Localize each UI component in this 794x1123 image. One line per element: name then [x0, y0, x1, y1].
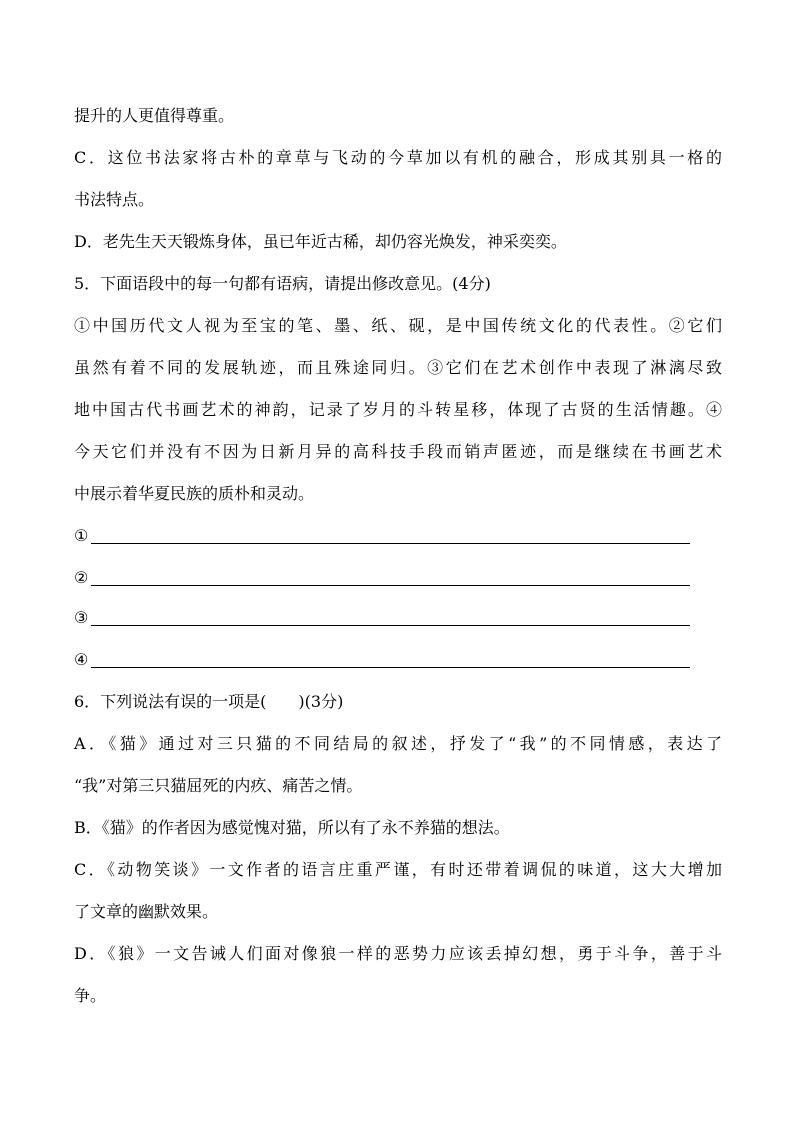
option-c-line1: C．这位书法家将古朴的章草与飞动的今草加以有机的融合，形成其别具一格的 [74, 148, 722, 167]
q6-option-d-line1: D．《狼》一文告诫人们面对像狼一样的恶势力应该丢掉幻想，勇于斗争，善于斗 [74, 944, 722, 963]
passage-line-4: 今天它们并没有不因为日新月异的高科技手段而销声匿迹，而是继续在书画艺术 [74, 442, 722, 461]
blank-number: ④ [74, 650, 89, 669]
answer-blank-1[interactable] [74, 526, 690, 546]
blank-number: ① [74, 526, 89, 545]
blank-underline [91, 625, 690, 626]
blank-number: ② [74, 568, 89, 587]
blank-underline [91, 585, 690, 586]
q6-option-b: B．《猫》的作者因为感觉愧对猫，所以有了永不养猫的想法。 [74, 818, 510, 837]
passage-line-2: 虽然有着不同的发展轨迹，而且殊途同归。③它们在艺术创作中表现了淋漓尽致 [74, 358, 722, 377]
q6-option-d-line2: 争。 [74, 986, 107, 1005]
blank-underline [91, 667, 690, 668]
blank-underline [91, 543, 690, 544]
blank-number: ③ [74, 608, 89, 627]
option-c-line2: 书法特点。 [74, 190, 155, 209]
q6-option-a-line1: A．《猫》通过对三只猫的不同结局的叙述，抒发了“我”的不同情感，表达了 [74, 734, 722, 753]
answer-blank-3[interactable] [74, 608, 690, 628]
question-5-title: 5．下面语段中的每一句都有语病，请提出修改意见。(4分) [74, 274, 491, 293]
option-b-continuation: 提升的人更值得尊重。 [74, 106, 235, 125]
option-d: D．老先生天天锻炼身体，虽已年近古稀，却仍容光焕发，神采奕奕。 [74, 232, 567, 251]
q6-option-c-line2: 了文章的幽默效果。 [74, 902, 219, 921]
answer-blank-2[interactable] [74, 568, 690, 588]
q6-option-c-line1: C．《动物笑谈》一文作者的语言庄重严谨，有时还带着调侃的味道，这大大增加 [74, 860, 722, 879]
passage-line-1: ①中国历代文人视为至宝的笔、墨、纸、砚，是中国传统文化的代表性。②它们 [74, 316, 722, 335]
passage-line-3: 地中国古代书画艺术的神韵，记录了岁月的斗转星移，体现了古贤的生活情趣。④ [74, 400, 722, 419]
answer-blank-4[interactable] [74, 650, 690, 670]
passage-line-5: 中展示着华夏民族的质朴和灵动。 [74, 484, 315, 503]
q6-option-a-line2: “我”对第三只猫屈死的内疚、痛苦之情。 [74, 776, 363, 795]
question-6-title: 6．下列说法有误的一项是( )(3分) [74, 692, 344, 711]
